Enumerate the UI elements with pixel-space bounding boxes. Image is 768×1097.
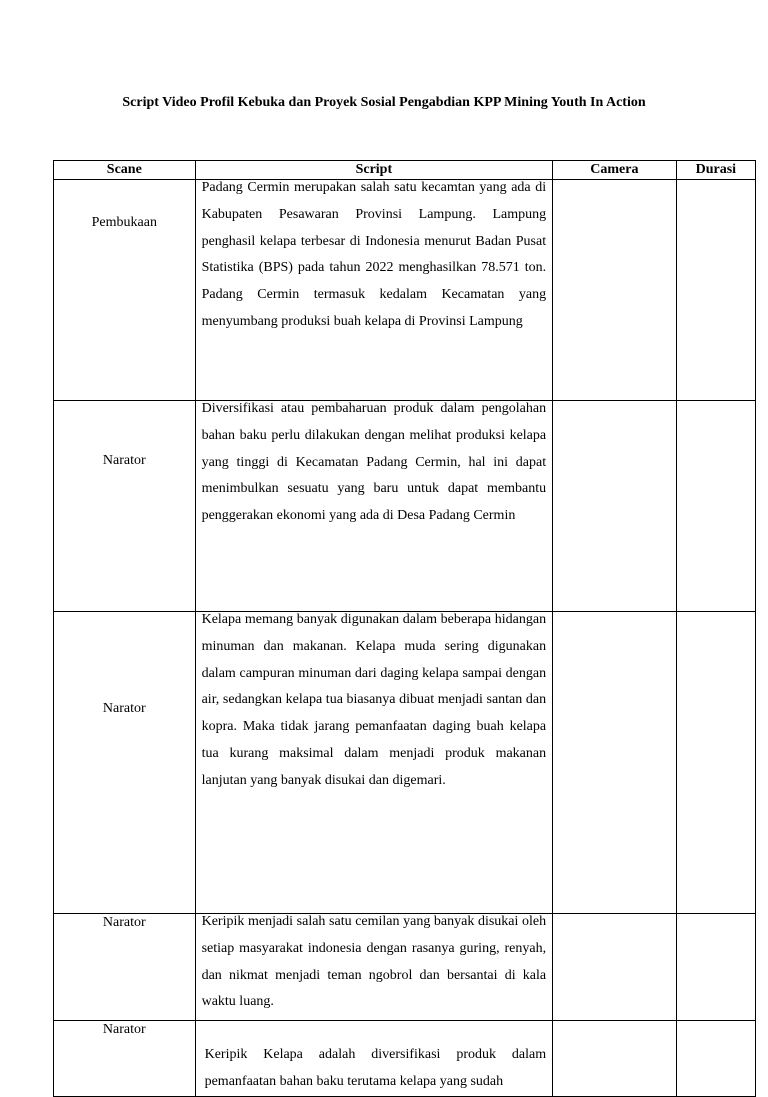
table-row (54, 401, 756, 612)
script-cell (195, 401, 553, 612)
camera-cell (553, 401, 677, 612)
camera-cell (553, 914, 677, 1021)
script-cell (195, 1021, 553, 1097)
header-camera: Camera (553, 161, 677, 180)
table-row (54, 1021, 756, 1097)
scene-cell: Narator (54, 612, 196, 914)
script-table (53, 160, 756, 1097)
scene-cell: Narator (54, 914, 196, 1021)
table-row (54, 180, 756, 401)
header-script: Script (195, 161, 553, 180)
durasi-cell (676, 180, 755, 401)
document-title: Script Video Profil Kebuka dan Proyek Sosial Pengabdian KPP Mining Youth In Action (122, 95, 646, 110)
script-cell (195, 612, 553, 914)
script-text: Diversifikasi atau pembaharuan produk dalam pengolahan bahan baku perlu dilakukan dengan melihat produksi kelapa yang tinggi di Kecamatan Padang Cermin, hal ini dapat menimbulkan sesuatu yang baru untuk dapat membantu penggerakan ekonomi yang ada di Desa Padang Cermin (201, 401, 547, 524)
durasi-cell (676, 612, 755, 914)
header-durasi: Durasi (676, 161, 755, 180)
table-row (54, 612, 756, 914)
header-scene: Scane (54, 161, 196, 180)
durasi-cell (676, 1021, 755, 1097)
camera-cell (553, 180, 677, 401)
script-text: Kelapa memang banyak digunakan dalam beberapa hidangan minuman dan makanan. Kelapa muda sering digunakan dalam campuran minuman dari daging kelapa sampai dengan air, sedangkan kelapa tua biasanya dibuat menjadi santan dan kopra. Maka tidak jarang pemanfaatan daging buah kelapa tua kurang maksimal dalam menjadi produk makanan lanjutan yang banyak disukai dan digemari. (201, 612, 547, 788)
scene-cell: Narator (54, 1021, 196, 1097)
durasi-cell (676, 401, 755, 612)
script-text: Keripik Kelapa adalah diversifikasi produk dalam pemanfaatan bahan baku terutama kelapa yang sudah (204, 1047, 547, 1089)
script-text: Padang Cermin merupakan salah satu kecamtan yang ada di Kabupaten Pesawaran Provinsi Lampung. Lampung penghasil kelapa terbesar di Indonesia menurut Badan Pusat Statistika (BPS) pada tahun 2022 menghasilkan 78.571 ton. Padang Cermin termasuk kedalam Kecamatan yang menyumbang produksi buah kelapa di Provinsi Lampung (201, 180, 547, 329)
camera-cell (553, 612, 677, 914)
table-row (54, 914, 756, 1021)
durasi-cell (676, 914, 755, 1021)
camera-cell (553, 1021, 677, 1097)
script-cell (195, 914, 553, 1021)
script-text: Keripik menjadi salah satu cemilan yang banyak disukai oleh setiap masyarakat indonesia dengan rasanya guring, renyah, dan nikmat menjadi teman ngobrol dan bersantai di kala waktu luang. (201, 914, 547, 1010)
scene-cell: Narator (54, 401, 196, 612)
script-cell (195, 180, 553, 401)
scene-cell: Pembukaan (54, 180, 196, 401)
